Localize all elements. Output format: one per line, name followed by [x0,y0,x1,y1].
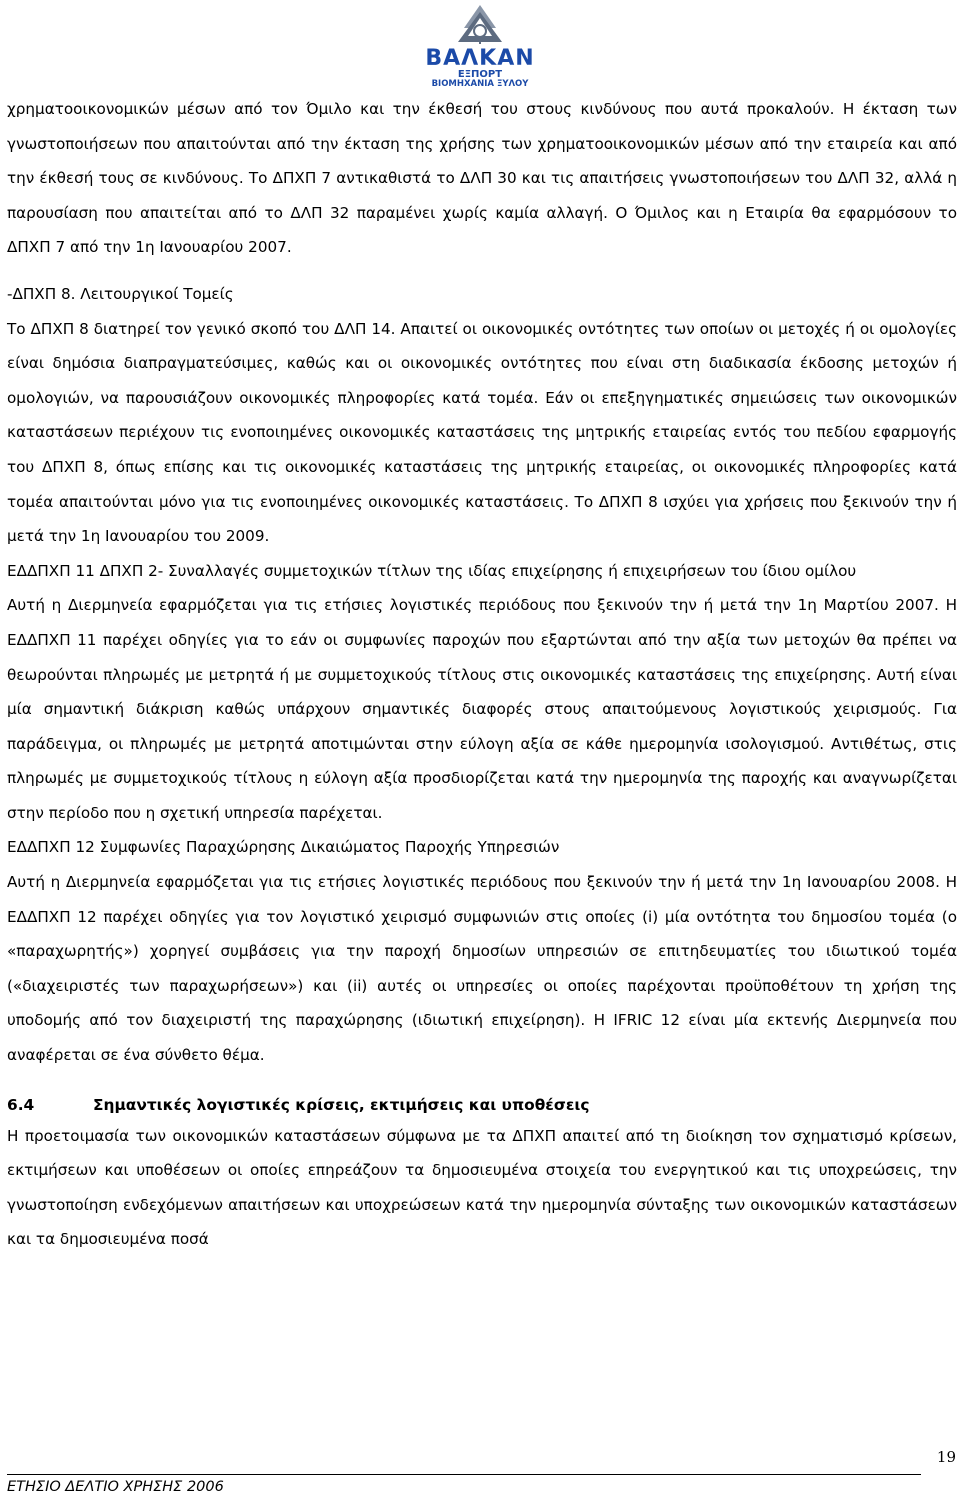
paragraph-estimates: Η προετοιμασία των οικονομικών καταστάσεων σύμφωνα με τα ΔΠΧΠ απαιτεί από τη διοίκηση τον σχηματισμό κρίσεων, εκτιμήσεων και υποθέσεων οι οποίες επηρεάζουν τα δημοσιευμένα στοιχεία του ενεργητικού και τις υποχρεώσεις, την γνωστοποίηση ενδεχόμενων απαιτήσεων και υποχρεώσεων κατά την ημερομηνία σύνταξης των οικονομικών καταστάσεων και τα δημοσιευμένα ποσά [7,1126,957,1249]
footer-divider [7,1474,921,1475]
footer-title: ΕΤΗΣΙΟ ΔΕΛΤΙΟ ΧΡΗΣΗΣ 2006 [7,1479,224,1495]
paragraph-ifric11: Αυτή η Διερμηνεία εφαρμόζεται για τις ετήσιες λογιστικές περιόδους που ξεκινούν την ή μετά την 1η Μαρτίου 2007. Η ΕΔΔΠΧΠ 11 παρέχει οδηγίες για το εάν οι συμφωνίες παροχών που εξαρτώνται από την αξία των μετοχών θα πρέπει να θεωρούνται πληρωμές με μετρητά ή με συμμετοχικούς τίτλους στις οικονομικές καταστάσεις της επιχείρησης. Αυτή είναι μία σημαντική διάκριση καθώς υπάρχουν σημαντικές διαφορές στους απαιτούμενους λογιστικούς χειρισμούς. Για παράδειγμα, οι πληρωμές με μετρητά αποτιμώνται στην εύλογη αξία σε κάθε ημερομηνία ισολογισμού. Αντιθέτως, στις πληρωμές με συμμετοχικούς τίτλους η εύλογη αξία προσδιορίζεται κατά την ημερομηνία της παροχής και αναγνωρίζεται στην περίοδο που η σχετική υπηρεσία παρέχεται. [7,596,957,822]
company-logo [400,2,560,90]
logo-brand: ΒΑΛΚΑΝ [425,46,535,71]
paragraph-ifric12: Αυτή η Διερμηνεία εφαρμόζεται για τις ετήσιες λογιστικές περιόδους που ξεκινούν την ή μετά την 1η Ιανουαρίου 2008. Η ΕΔΔΠΧΠ 12 παρέχει οδηγίες για τον λογιστικό χειρισμό συμφωνιών στις οποίες (i) μία οντότητα του δημοσίου τομέα (ο «παραχωρητής») χορηγεί συμβάσεις για την παροχή δημοσίων υπηρεσιών σε επιτηδευματίες του ιδιωτικού τομέα («διαχειριστές των παραχωρήσεων») και (ii) αυτές οι υπηρεσίες οι οποίες παρέχονται προϋποθέτουν τη χρήση της υποδομής από τον διαχειριστή της παραχώρησης (ιδιωτική επιχείρηση). Η IFRIC 12 είναι μία εκτενής Διερμηνεία που αναφέρεται σε ένα σύνθετο θέμα. [7,873,957,1065]
paragraph-ifrs8: Το ΔΠΧΠ 8 διατηρεί τον γενικό σκοπό του ΔΛΠ 14. Απαιτεί οι οικονομικές οντότητες των οποίων οι μετοχές ή οι ομολογίες είναι δημόσια διαπραγματεύσιμες, καθώς και οι οικονομικές οντότητες που είναι στη διαδικασία έκδοσης μετοχών ή ομολογιών, να παρουσιάζουν οικονομικές πληροφορίες κατά τομέα. Εάν οι επεξηγηματικές σημειώσεις των οικονομικών καταστάσεων περιέχουν τις ενοποιημένες οικονομικές καταστάσεις της μητρικής εταιρείας εντός του πεδίου εφαρμογής του ΔΠΧΠ 8, όπως επίσης και τις οικονομικές καταστάσεις της μητρικής εταιρείας, οι οικονομικές πληροφορίες κατά τομέα απαιτούνται μόνο για τις ενοποιημένες οικονομικές καταστάσεις. Το ΔΠΧΠ 8 ισχύει για χρήσεις που ξεκινούν την ή μετά την 1η Ιανουαρίου του 2009. [7,319,957,546]
subheading-ifrs8: -ΔΠΧΠ 8. Λειτουργικοί Τομείς [7,284,234,303]
logo-emblem-icon [400,2,560,48]
subheading-ifric12: ΕΔΔΠΧΠ 12 Συμφωνίες Παραχώρησης Δικαιώματος Παροχής Υπηρεσιών [7,838,560,857]
page-number: 19 [936,1448,956,1466]
section-title: Σημαντικές λογιστικές κρίσεις, εκτιμήσεις και υποθέσεις [93,1095,590,1114]
section-number: 6.4 [7,1095,35,1114]
logo-subtitle: ΕΞΠΟΡΤ [457,69,503,80]
document-body [7,92,957,1257]
logo-tagline: ΒΙΟΜΗΧΑΝΙΑ ΞΥΛΟΥ [431,79,529,89]
section-heading [7,1091,957,1119]
subheading-ifric11: ΕΔΔΠΧΠ 11 ΔΠΧΠ 2- Συναλλαγές συμμετοχικών τίτλων της ιδίας επιχείρησης ή επιχειρήσεων του ίδιου ομίλου [7,561,857,580]
paragraph-ifrs7: χρηματοοικονομικών μέσων από τον Όμιλο και την έκθεσή του στους κινδύνους που αυτά προκαλούν. Η έκταση των γνωστοποιήσεων που απαιτούνται από την έκταση της χρήσης των χρηματοοικονομικών μέσων από την εταιρεία και από την έκθεσή τους σε κινδύνους. Το ΔΠΧΠ 7 αντικαθιστά το ΔΛΠ 30 και τις απαιτήσεις γνωστοποιήσεων του ΔΛΠ 32, αλλά η παρουσίαση που απαιτείται από το ΔΛΠ 32 παραμένει χωρίς καμία αλλαγή. Ο Όμιλος και η Εταιρία θα εφαρμόσουν το ΔΠΧΠ 7 από την 1η Ιανουαρίου 2007. [7,100,957,257]
